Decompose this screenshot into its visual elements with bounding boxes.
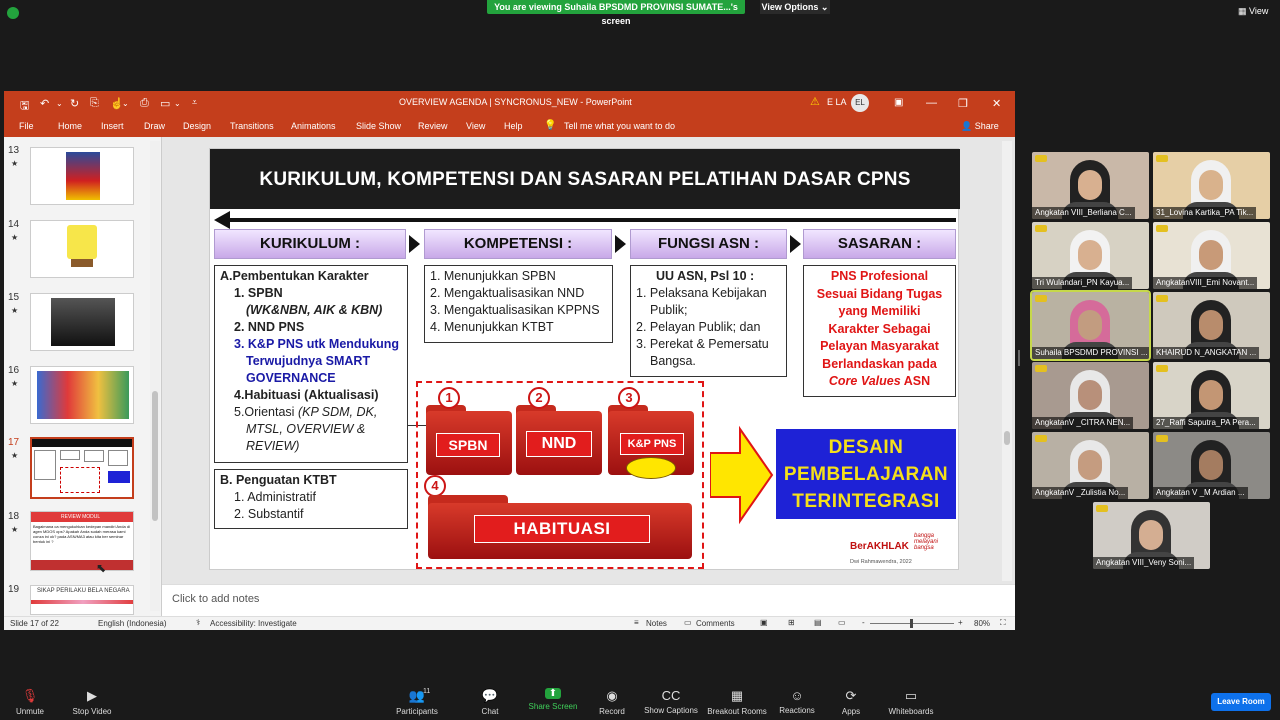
thumb-number: 14 xyxy=(8,219,20,230)
kurikulum-box xyxy=(214,265,408,463)
toolbar-label: Chat xyxy=(481,707,499,716)
number-circle-2: 2 xyxy=(528,387,550,409)
toolbar-label: Stop Video xyxy=(72,707,112,716)
mouse-cursor-icon: ⬉ xyxy=(96,561,107,575)
mic-off-icon: 🎙 xyxy=(21,688,39,703)
toolbar-label: Apps xyxy=(841,707,861,716)
desain-1: DESAIN xyxy=(828,437,904,458)
animation-star-icon: ★ xyxy=(11,159,19,168)
view-label: View xyxy=(1249,6,1269,16)
comments-icon: ▭ xyxy=(684,618,692,627)
thumb-title-bar xyxy=(32,439,132,447)
thumb18-text: Bagaimana ca mengukuhkan kedepan mandiri Anda di agen MDOS ops? Apakah Anda sudah merasa kami conza ini ok? pada ASN/MA3 atau kita ber seminar bentuk ini ? xyxy=(33,524,130,544)
chevron-right-icon xyxy=(615,235,626,253)
participants-icon: 👥 xyxy=(408,688,426,703)
slide-sorter-icon[interactable]: ⊞ xyxy=(788,618,795,627)
kurikulum-b-box xyxy=(214,469,408,529)
participant-tile[interactable] xyxy=(1093,502,1210,569)
status-bar xyxy=(4,616,1015,630)
breakout-rooms-button[interactable] xyxy=(707,688,767,716)
apps-button[interactable] xyxy=(821,688,881,716)
participant-face xyxy=(1078,450,1102,480)
slideshow-icon[interactable]: ▭ xyxy=(838,618,846,627)
animation-star-icon: ★ xyxy=(11,233,19,242)
toolbar-label: Whiteboards xyxy=(888,707,934,716)
participant-tile[interactable] xyxy=(1153,222,1270,289)
chat-button[interactable] xyxy=(460,688,520,716)
captions-icon: CC xyxy=(661,688,681,703)
chat-icon: 💬 xyxy=(481,688,499,703)
stop-video-button[interactable] xyxy=(62,688,122,716)
slide-thumb-16[interactable] xyxy=(30,366,134,424)
zoom-in-button[interactable]: + xyxy=(958,618,963,627)
whiteboards-button[interactable] xyxy=(881,688,941,716)
panel-splitter[interactable] xyxy=(1018,350,1020,366)
fungsi-1b: Publik; xyxy=(650,303,688,317)
ribbon-display-icon[interactable]: ▣ xyxy=(894,97,904,108)
kompetensi-2: 2. Mengaktualisasikan NND xyxy=(430,286,585,300)
tell-me-search[interactable]: Tell me what you want to do xyxy=(564,121,676,131)
current-slide[interactable] xyxy=(209,148,959,570)
fungsi-3a: 3. Perekat & Pemersatu xyxy=(636,337,769,351)
slide-title: KURIKULUM, KOMPETENSI DAN SASARAN PELATIHAN DASAR CPNS xyxy=(210,149,960,209)
bpsdmd-logo xyxy=(1035,435,1047,442)
share-button[interactable] xyxy=(961,121,999,132)
participant-tile[interactable] xyxy=(1032,222,1149,289)
kurikulum-item-4: 4.Habituasi (Aktualisasi) xyxy=(234,388,379,402)
participant-face xyxy=(1199,380,1223,410)
toolbar-label: Participants xyxy=(396,707,438,716)
yellow-right-arrow-icon xyxy=(710,425,774,525)
zoom-slider-thumb[interactable] xyxy=(910,619,913,628)
chevron-right-icon xyxy=(409,235,420,253)
security-shield-icon[interactable] xyxy=(7,7,19,19)
undo-dropdown-icon[interactable]: ⌄ xyxy=(56,99,63,108)
record-button[interactable] xyxy=(582,688,642,716)
number-circle-4: 4 xyxy=(424,475,446,497)
thumb-number: 15 xyxy=(8,292,20,303)
shapes-icon[interactable]: ▭ xyxy=(160,98,171,110)
thumb-image xyxy=(71,259,93,267)
berakhlak-logo: BerAKHLAK xyxy=(850,541,909,552)
thumb-number: 16 xyxy=(8,365,20,376)
share-label: Share xyxy=(974,121,999,131)
kompetensi-1: 1. Menunjukkan SPBN xyxy=(430,269,556,283)
person-icon: 👤 xyxy=(961,121,973,131)
participants-button[interactable] xyxy=(387,688,447,716)
participant-name: Angkatan VIII_Berliana C... xyxy=(1032,207,1135,219)
participant-tile[interactable] xyxy=(1153,432,1270,499)
participant-face xyxy=(1078,240,1102,270)
desain-box xyxy=(776,429,956,519)
thumb-number: 18 xyxy=(8,511,20,522)
sasaran-3: yang Memiliki xyxy=(838,304,921,318)
toolbar-label: Breakout Rooms xyxy=(707,707,767,716)
maximize-icon[interactable]: ❐ xyxy=(958,98,968,110)
toolbar-label: Share Screen xyxy=(528,702,578,711)
thumb-image xyxy=(66,152,100,200)
yellow-ellipse xyxy=(626,457,676,479)
bangga-2: melayani xyxy=(914,539,939,545)
toolbar-label: Record xyxy=(599,707,625,716)
reactions-button[interactable] xyxy=(767,688,827,715)
number-circle-1: 1 xyxy=(438,387,460,409)
notes-toggle[interactable]: Notes xyxy=(646,619,667,628)
pointer-icon[interactable]: ☝ xyxy=(110,98,124,110)
slide-thumb-18[interactable] xyxy=(30,511,134,571)
menu-help[interactable]: Help xyxy=(504,121,523,131)
menu-slide-show[interactable]: Slide Show xyxy=(356,121,402,131)
zoom-level[interactable]: 80% xyxy=(974,619,991,628)
kompetensi-3: 3. Mengaktualisasikan KPPNS xyxy=(430,303,600,317)
record-icon: ◉ xyxy=(606,688,618,703)
menu-view[interactable]: View xyxy=(466,121,486,131)
animation-star-icon: ★ xyxy=(11,525,19,534)
title-bar xyxy=(4,91,1015,115)
sasaran-7 xyxy=(809,373,950,391)
header-sasaran: SASARAN : xyxy=(803,229,956,259)
thumb-image xyxy=(37,371,129,419)
bpsdmd-logo xyxy=(1156,365,1168,372)
kompetensi-4: 4. Menunjukkan KTBT xyxy=(430,320,554,334)
scrollbar-thumb[interactable] xyxy=(152,391,158,521)
kurikulum-a-title: A.Pembentukan Karakter xyxy=(220,269,369,283)
toolbar-label: Reactions xyxy=(779,706,815,715)
participant-tile[interactable] xyxy=(1032,432,1149,499)
normal-view-icon[interactable]: ▣ xyxy=(760,618,768,627)
number-circle-3: 3 xyxy=(618,387,640,409)
accessibility-status[interactable]: Accessibility: Investigate xyxy=(210,619,297,628)
thumb-desain xyxy=(108,471,130,483)
participant-tile[interactable] xyxy=(1153,292,1270,359)
participant-face xyxy=(1078,310,1102,340)
long-arrow-line xyxy=(224,218,956,222)
thumb-number: 19 xyxy=(8,584,20,595)
participant-name: KHAIRUD N_ANGKATAN ... xyxy=(1153,347,1259,359)
left-arrow-head-icon xyxy=(214,211,230,229)
lightbulb-icon: 💡 xyxy=(544,120,557,131)
animation-star-icon: ★ xyxy=(11,451,19,460)
slide-thumb-15[interactable] xyxy=(30,293,134,351)
menu-file[interactable]: File xyxy=(19,121,34,131)
participant-name: Angkatan VIII_Veny Soni... xyxy=(1093,557,1194,569)
kurikulum-item-3c: GOVERNANCE xyxy=(246,371,336,385)
thumb-box xyxy=(60,450,80,460)
sasaran-7b: ASN xyxy=(903,374,931,388)
format-icon[interactable]: ⎘ xyxy=(90,97,99,109)
thumb-number: 13 xyxy=(8,145,20,156)
slide-thumb-13[interactable] xyxy=(30,147,134,205)
menu-design[interactable]: Design xyxy=(183,121,212,131)
participant-face xyxy=(1199,170,1223,200)
participant-face xyxy=(1199,310,1223,340)
slide-thumb-19[interactable] xyxy=(30,585,134,615)
participant-face xyxy=(1078,380,1102,410)
fungsi-title: UU ASN, Psl 10 : xyxy=(656,269,755,283)
zoom-out-button[interactable]: - xyxy=(862,618,865,627)
participant-face xyxy=(1139,520,1163,550)
kurikulum-item-3a: 3. K&P PNS utk Mendukung xyxy=(234,337,400,351)
bpsdmd-logo xyxy=(1096,505,1108,512)
kurikulum-item-3b: Terwujudnya SMART xyxy=(246,354,371,368)
menu-home[interactable]: Home xyxy=(58,121,83,131)
slide-scrollbar[interactable] xyxy=(1002,141,1012,581)
header-kurikulum: KURIKULUM : xyxy=(214,229,406,259)
powerpoint-window xyxy=(4,91,1015,630)
fit-slide-icon[interactable]: ⛶ xyxy=(1000,618,1006,627)
bpsdmd-logo xyxy=(1156,225,1168,232)
thumb-box xyxy=(108,450,128,466)
kurikulum-item-1b: (WK&NBN, AIK & KBN) xyxy=(246,303,383,317)
animation-star-icon: ★ xyxy=(11,379,19,388)
sasaran-4: Karakter Sebagai xyxy=(828,321,931,336)
participant-tile[interactable] xyxy=(1032,292,1149,359)
bangga-3: bangsa xyxy=(914,545,934,551)
fungsi-3b: Bangsa. xyxy=(650,354,696,368)
bpsdmd-logo xyxy=(1035,155,1047,162)
thumb18-header: REVIEW MODUL xyxy=(31,512,134,522)
document-title: OVERVIEW AGENDA | SYNCRONUS_NEW - PowerPoint xyxy=(399,97,632,107)
folder-label-nnd: NND xyxy=(526,431,592,457)
header-kompetensi: KOMPETENSI : xyxy=(424,229,612,259)
sasaran-1: PNS Profesional xyxy=(830,269,929,283)
menu-insert[interactable]: Insert xyxy=(101,121,124,131)
save-icon[interactable]: 🖫 xyxy=(20,100,30,112)
menu-animations[interactable]: Animations xyxy=(291,121,336,131)
desain-2: PEMBELAJARAN xyxy=(783,464,949,485)
slide-count: Slide 17 of 22 xyxy=(10,619,59,628)
user-avatar[interactable]: EL xyxy=(851,94,869,112)
participant-face xyxy=(1078,170,1102,200)
bpsdmd-logo xyxy=(1035,365,1047,372)
menu-draw[interactable]: Draw xyxy=(144,121,166,131)
slide-thumb-14[interactable] xyxy=(30,220,134,278)
breakout-rooms-icon: ▦ xyxy=(730,688,744,703)
desain-3: TERINTEGRASI xyxy=(792,491,940,512)
participant-name: AngkatanV _Zulistia No... xyxy=(1032,487,1128,499)
apps-icon: ⟳ xyxy=(845,688,857,703)
thumbnails-scrollbar[interactable] xyxy=(150,141,160,611)
reading-view-icon[interactable]: ▤ xyxy=(814,618,822,627)
reactions-icon: ☺ xyxy=(790,688,804,703)
participant-face xyxy=(1199,450,1223,480)
participant-face xyxy=(1199,240,1223,270)
pointer-dropdown-icon[interactable]: ⌄ xyxy=(122,99,129,108)
whiteboard-icon: ▭ xyxy=(904,688,918,703)
share-screen-button[interactable] xyxy=(523,688,583,711)
fungsi-asn-box xyxy=(630,265,787,377)
sasaran-7a: Core Values xyxy=(828,374,901,388)
kurikulum-item-1: 1. SPBN xyxy=(234,286,283,300)
sasaran-5: Pelayan Masyarakat xyxy=(820,339,939,353)
thumb-number: 17 xyxy=(8,437,20,448)
folder-label-kp-pns: K&P PNS xyxy=(620,433,684,455)
menu-transitions[interactable]: Transitions xyxy=(230,121,274,131)
bangga-1: bangga xyxy=(914,533,935,539)
bpsdmd-logo xyxy=(1156,155,1168,162)
notes-icon: ≡ xyxy=(634,618,639,627)
customize-toolbar-icon[interactable]: ⩡ xyxy=(192,97,198,107)
slide-thumbnails-pane[interactable] xyxy=(4,137,162,616)
kompetensi-box xyxy=(424,265,613,343)
toolbar-label: Show Captions xyxy=(644,706,698,715)
leave-room-button[interactable]: Leave Room xyxy=(1211,693,1271,711)
kurikulum-item-5c: MTSL, OVERVIEW & xyxy=(246,422,366,436)
sasaran-6: Berlandaskan pada xyxy=(822,356,937,371)
notes-pane[interactable] xyxy=(162,584,1015,616)
sasaran-box xyxy=(803,265,956,397)
animation-star-icon: ★ xyxy=(11,306,19,315)
kurikulum-b-title: B. Penguatan KTBT xyxy=(220,473,337,487)
kurikulum-item-5a: 5.Orientasi xyxy=(234,405,295,419)
ribbon-tabs xyxy=(4,115,1015,137)
thumb-box xyxy=(34,450,56,480)
view-button[interactable] xyxy=(1238,6,1268,17)
participant-name: 31_Lovina Kartika_PA Tik... xyxy=(1153,207,1256,219)
print-preview-icon[interactable]: ⎙ xyxy=(140,97,149,109)
menu-review[interactable]: Review xyxy=(418,121,448,131)
bpsdmd-logo xyxy=(1035,295,1047,302)
header-fungsi-asn: FUNGSI ASN : xyxy=(630,229,787,259)
participant-tile[interactable] xyxy=(1153,362,1270,429)
participant-name: Angkatan V _M Ardian ... xyxy=(1153,487,1248,499)
shapes-dropdown-icon[interactable]: ⌄ xyxy=(174,99,181,108)
bpsdmd-logo xyxy=(1156,435,1168,442)
view-options-button[interactable]: View Options ⌄ xyxy=(761,2,829,12)
show-captions-button[interactable] xyxy=(641,688,701,715)
participant-tile[interactable] xyxy=(1032,152,1149,219)
sponge-image xyxy=(67,225,97,259)
fungsi-2: 2. Pelayan Publik; dan xyxy=(636,320,761,334)
minimize-icon[interactable]: — xyxy=(926,97,937,109)
chevron-right-icon xyxy=(790,235,801,253)
grid-icon: ▦ xyxy=(1238,6,1247,16)
sasaran-2: Sesuai Bidang Tugas xyxy=(816,286,943,301)
bangga-logo xyxy=(914,533,954,551)
warning-icon[interactable]: ⚠ xyxy=(810,96,820,108)
kurikulum-b-2: 2. Substantif xyxy=(234,507,304,521)
notes-placeholder[interactable]: Click to add notes xyxy=(172,593,260,605)
bpsdmd-logo xyxy=(1035,225,1047,232)
kurikulum-b-1: 1. Administratif xyxy=(234,490,316,504)
thumb-box xyxy=(84,450,104,462)
comments-toggle[interactable]: Comments xyxy=(696,619,735,628)
folders-diagram xyxy=(416,381,704,569)
thumb-image xyxy=(51,298,115,346)
toolbar-label: Unmute xyxy=(15,707,44,716)
user-name: E LA xyxy=(827,97,847,107)
kurikulum-item-5b: (KP SDM, DK, xyxy=(297,405,378,419)
folder-label-habituasi: HABITUASI xyxy=(474,515,650,543)
undo-icon[interactable]: ↶ xyxy=(40,98,50,110)
participant-name: Suhaila BPSDMD PROVINSI ... xyxy=(1032,347,1149,359)
thumb-folders xyxy=(60,467,100,493)
fungsi-1a: 1. Pelaksana Kebijakan xyxy=(636,286,767,300)
share-banner: You are viewing Suhaila BPSDMD PROVINSI SUMATE...'s screen xyxy=(487,0,745,14)
video-icon: ▶ xyxy=(87,688,97,703)
participant-tile[interactable] xyxy=(1032,362,1149,429)
accessibility-icon: ⚕ xyxy=(196,618,201,627)
participant-name: AngkatanV _CITRA NEN... xyxy=(1032,417,1133,429)
participant-name: AngkatanVIII_Emi Novant... xyxy=(1153,277,1257,289)
participant-count: 11 xyxy=(423,688,431,695)
participant-tile[interactable] xyxy=(1153,152,1270,219)
thumb18-footer xyxy=(31,560,134,570)
slide-credit: Dwi Rahmawendra, 2022 xyxy=(850,559,912,565)
participant-name: Tri Wulandari_PN Kayua... xyxy=(1032,277,1132,289)
kurikulum-item-5d: REVIEW) xyxy=(246,439,300,453)
scrollbar-thumb[interactable] xyxy=(1004,431,1010,445)
thumb19-stripe xyxy=(31,600,134,604)
thumb19-text: SIKAP PERILAKU BELA NEGARA xyxy=(37,588,130,594)
kurikulum-item-5 xyxy=(220,404,402,421)
unmute-button[interactable] xyxy=(0,688,60,716)
share-screen-icon: ⬆ xyxy=(545,688,561,699)
folder-label-spbn: SPBN xyxy=(436,433,500,457)
redo-icon[interactable]: ↻ xyxy=(70,98,80,110)
bpsdmd-logo xyxy=(1156,295,1168,302)
close-icon[interactable]: ✕ xyxy=(992,98,1002,110)
slide-thumb-17-selected[interactable] xyxy=(30,437,134,499)
kurikulum-item-2: 2. NND PNS xyxy=(234,320,305,334)
participant-name: 27_Raffi Saputra_PA Pera... xyxy=(1153,417,1259,429)
language-status[interactable]: English (Indonesia) xyxy=(98,619,167,628)
